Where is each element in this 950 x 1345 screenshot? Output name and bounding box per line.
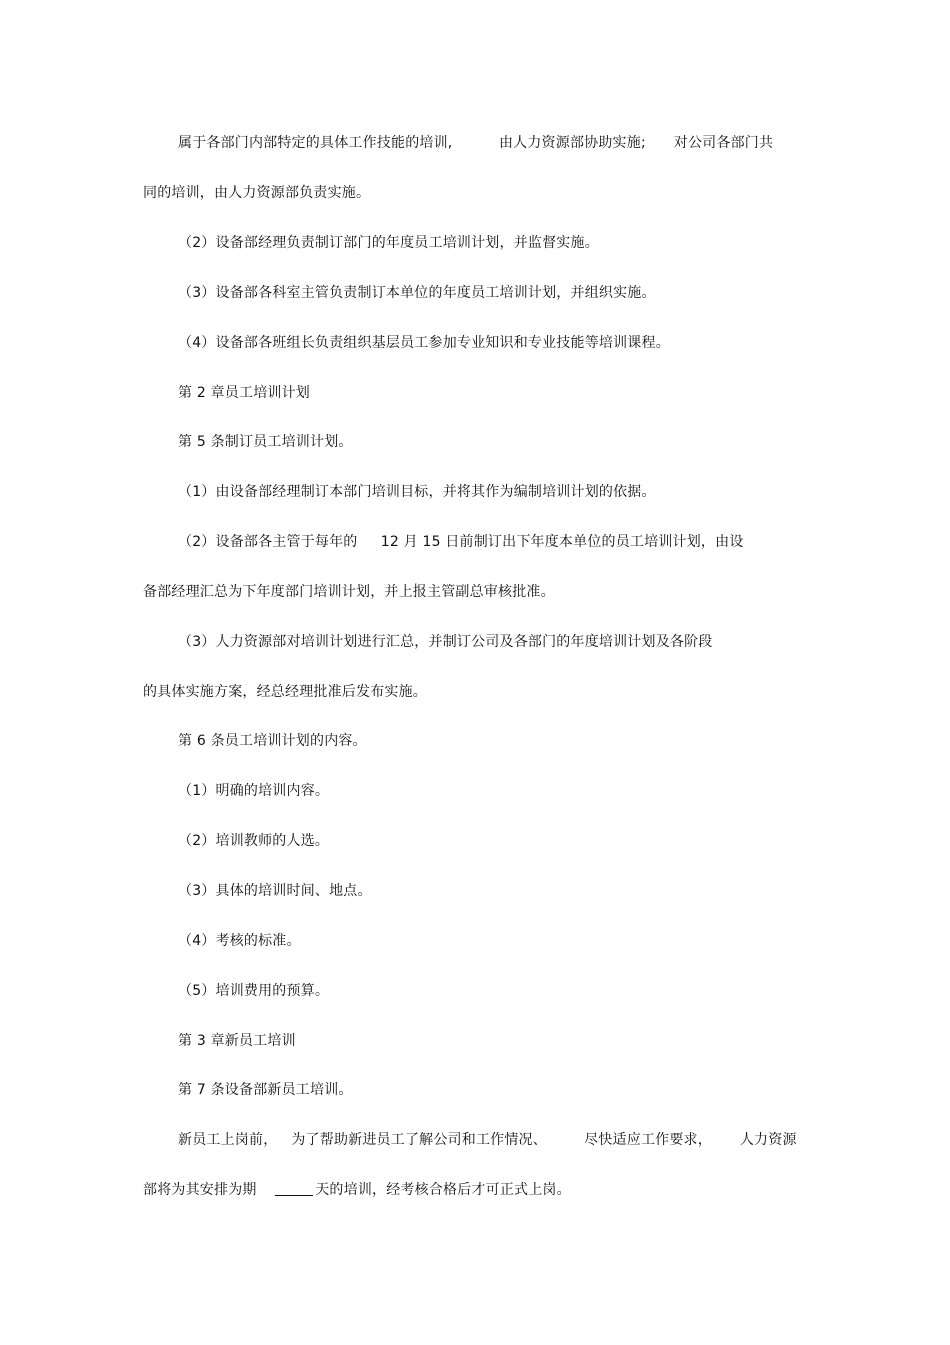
text-segment: 天的培训，经考核合格后才可正式上岗。	[315, 1182, 571, 1198]
list-item: （4）设备部各班组长负责组织基层员工参加专业知识和专业技能等培训课程。	[178, 335, 670, 351]
list-item: （2）设备部经理负责制订部门的年度员工培训计划，并监督实施。	[178, 235, 599, 251]
paragraph-line	[143, 1180, 571, 1200]
list-item: （2）设备部各主管于每年的 12 月 15 日前制订出下年度本单位的员工培训计划，由设	[178, 534, 744, 550]
text-segment: 部将为其安排为期	[143, 1182, 257, 1198]
list-item: （3）设备部各科室主管负责制订本单位的年度员工培训计划，并组织实施。	[178, 285, 656, 301]
article-heading: 第 5 条制订员工培训计划。	[178, 434, 353, 450]
paragraph-line: 新员工上岗前， 为了帮助新进员工了解公司和工作情况、 尽快适应工作要求， 人力资源	[178, 1132, 797, 1148]
paragraph-line: 备部经理汇总为下年度部门培训计划，并上报主管副总审核批准。	[143, 584, 555, 600]
list-item: （1）由设备部经理制订本部门培训目标，并将其作为编制培训计划的依据。	[178, 484, 656, 500]
article-heading: 第 6 条员工培训计划的内容。	[178, 733, 367, 749]
chapter-heading: 第 3 章新员工培训	[178, 1033, 296, 1049]
list-item: （4）考核的标准。	[178, 933, 301, 949]
paragraph-line: 属于各部门内部特定的具体工作技能的培训, 由人力资源部协助实施; 对公司各部门共	[178, 135, 774, 151]
chapter-heading: 第 2 章员工培训计划	[178, 385, 311, 401]
list-item: （3）具体的培训时间、地点。	[178, 883, 372, 899]
blank-underline	[275, 1181, 313, 1196]
list-item: （5）培训费用的预算。	[178, 983, 330, 999]
list-item: （3）人力资源部对培训计划进行汇总，并制订公司及各部门的年度培训计划及各阶段	[178, 634, 713, 650]
paragraph-line: 同的培训，由人力资源部负责实施。	[143, 185, 371, 201]
list-item: （1）明确的培训内容。	[178, 783, 330, 799]
paragraph-line: 的具体实施方案，经总经理批准后发布实施。	[143, 684, 427, 700]
list-item: （2）培训教师的人选。	[178, 833, 330, 849]
article-heading: 第 7 条设备部新员工培训。	[178, 1082, 353, 1098]
